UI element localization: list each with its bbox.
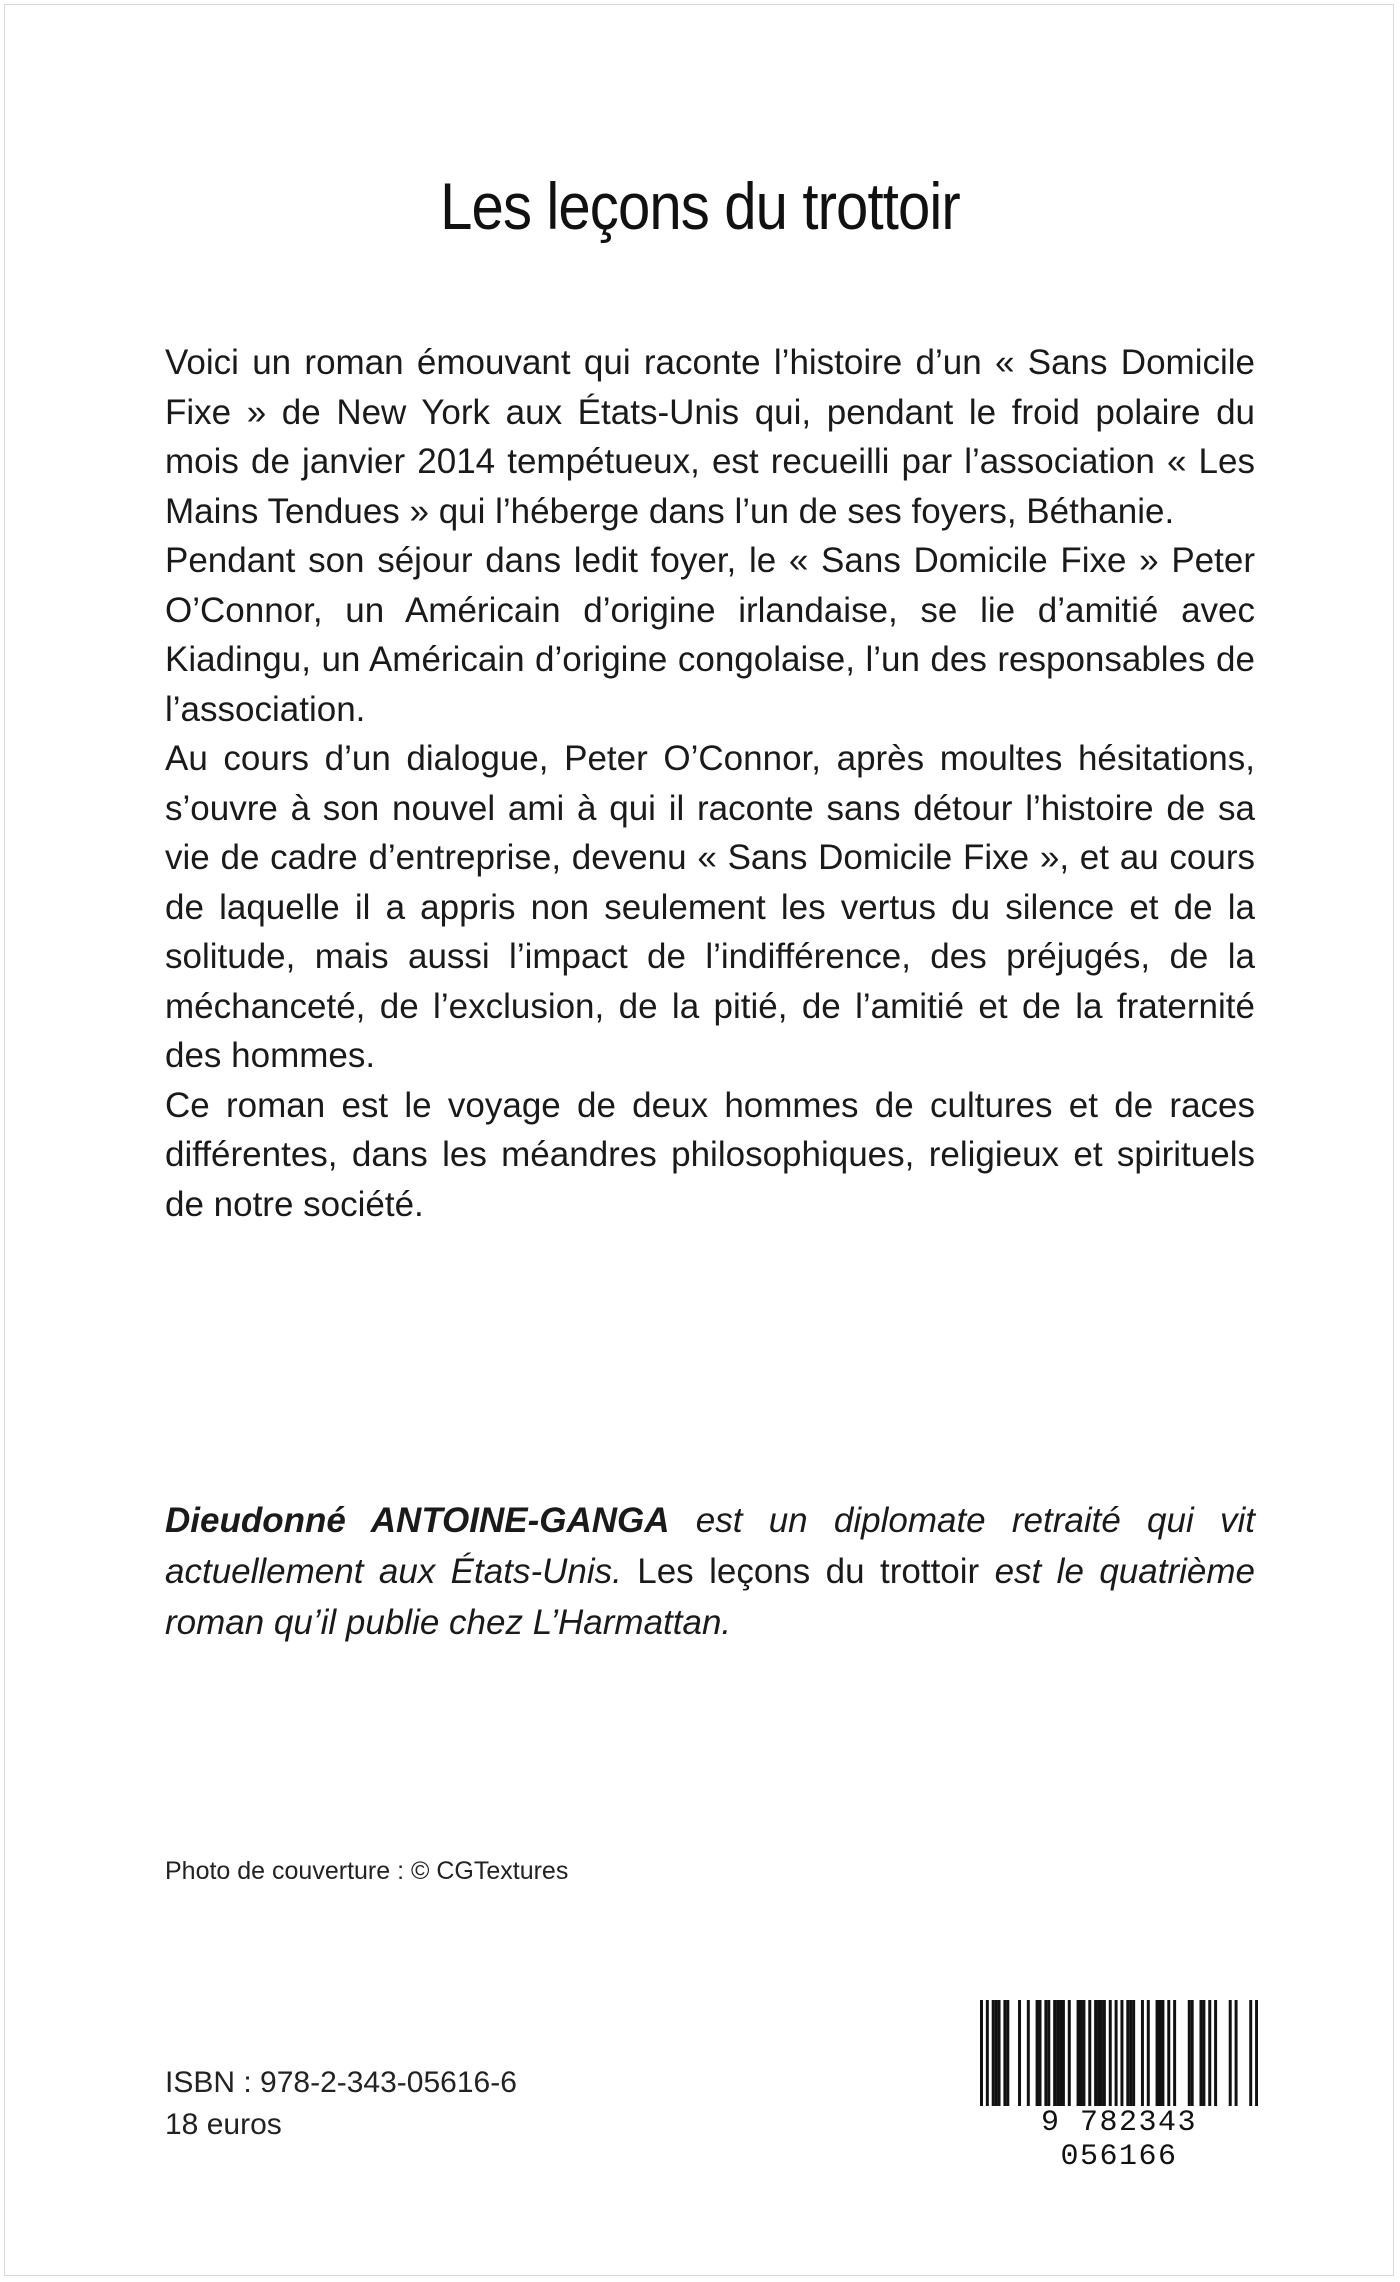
back-cover-summary xyxy=(165,338,1255,1229)
author-name: Dieudonné ANTOINE-GANGA xyxy=(165,1501,670,1540)
summary-paragraph-2: Pendant son séjour dans ledit foyer, le « Sans Domicile Fixe » Peter O’Connor, un Américain d’origine irlandaise, se lie d’amitié avec Kiadingu, un Américain d’origine congolaise, l’un des responsables de l’association. xyxy=(165,541,1255,729)
author-bio-book-title: Les leçons du trottoir xyxy=(637,1552,980,1591)
price: 18 euros xyxy=(165,2108,282,2141)
author-bio-text-2: est le quatrième roman qu’il publie chez L’Harmattan. xyxy=(165,1552,1255,1642)
summary-paragraph-4: Ce roman est le voyage de deux hommes de cultures et de races différentes, dans les méandres philosophiques, religieux et spirituels de notre société. xyxy=(165,1085,1255,1224)
author-bio-paragraph xyxy=(165,1495,1255,1648)
author-bio-text-1: est un diplomate retraité qui vit actuellement aux États-Unis. xyxy=(165,1501,1255,1591)
author-bio xyxy=(165,1495,1255,1648)
isbn-block xyxy=(165,2062,517,2146)
isbn-number: ISBN : 978-2-343-05616-6 xyxy=(165,2066,517,2099)
photo-credit: Photo de couverture : © CGTextures xyxy=(165,1857,569,1885)
summary-paragraph-3: Au cours d’un dialogue, Peter O’Connor, après moultes hésitations, s’ouvre à son nouvel ami à qui il raconte sans détour l’histoire de sa vie de cadre d’entreprise, devenu « Sans Domicile Fixe », et au cours de laquelle il a appris non seulement les vertus du silence et de la solitude, mais aussi l’impact de l’indifférence, des préjugés, de la méchanceté, de l’exclusion, de la pitié, de l’amitié et de la fraternité des hommes. xyxy=(165,739,1255,1075)
barcode-digits: 9 782343 056166 xyxy=(976,2106,1262,2174)
summary-paragraph-1: Voici un roman émouvant qui raconte l’histoire d’un « Sans Domicile Fixe » de New York aux États-Unis qui, pendant le froid polaire du mois de janvier 2014 tempétueux, est recueilli par l’association « Les Mains Tendues » qui l’héberge dans l’un de ses foyers, Béthanie. xyxy=(165,343,1255,531)
book-title: Les leçons du trottoir xyxy=(440,169,960,243)
